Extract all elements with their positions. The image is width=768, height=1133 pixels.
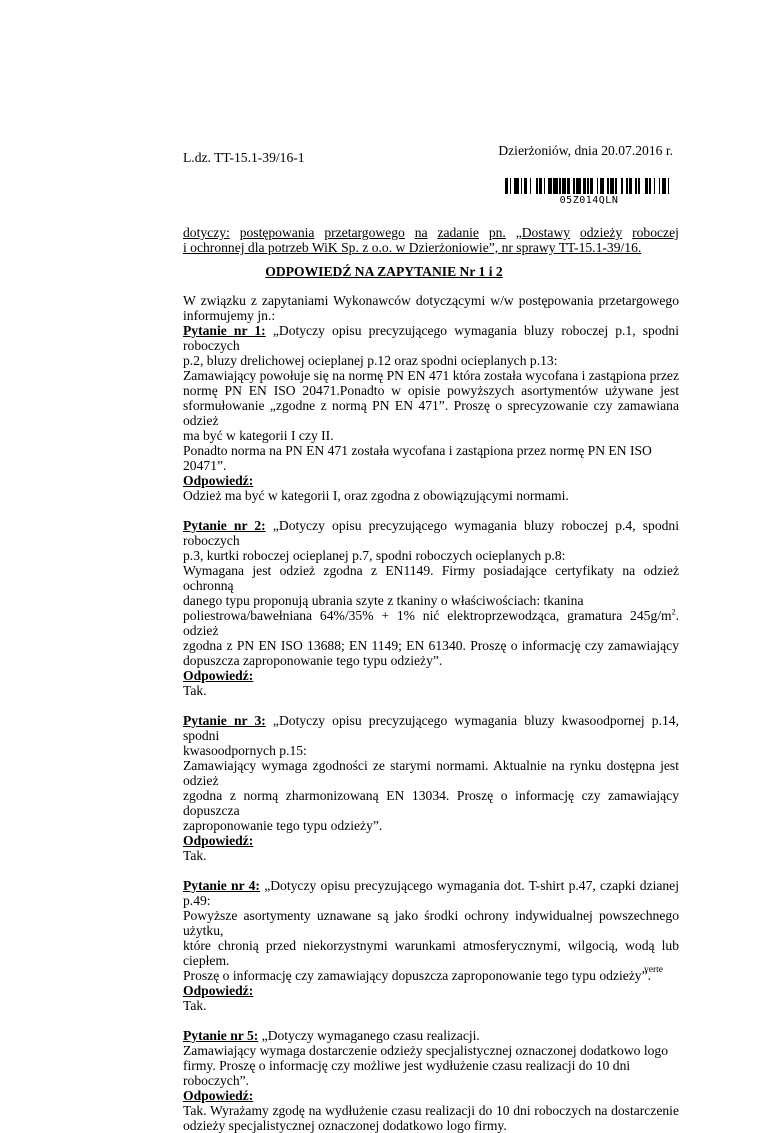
answer-label: Odpowiedź:: [183, 983, 254, 998]
question-first-line: [183, 713, 679, 743]
answer-label: Odpowiedź:: [183, 833, 254, 848]
intro-line-1: W związku z zapytaniami Wykonawców dotyczącymi w/w postępowania przetargowego: [183, 293, 679, 308]
question-line-tail: . odzież: [183, 608, 679, 638]
question-line-text: sformułowanie „zgodne z normą PN EN 471”. Proszę o sprecyzowanie czy zamawiana odzież: [183, 398, 679, 428]
question-label: Pytanie nr 2:: [183, 518, 266, 533]
question-line: [183, 443, 679, 473]
subject-word: pn.: [488, 225, 506, 240]
section-gap: [183, 863, 679, 878]
page-title: ODPOWIEDŹ NA ZAPYTANIE Nr 1 i 2: [265, 264, 503, 279]
question-line: [183, 563, 679, 593]
reference-number: L.dz. TT-15.1-39/16-1: [183, 150, 305, 165]
question-line-text: kwasoodpornych p.15:: [183, 743, 307, 758]
subject-word: na: [414, 225, 428, 240]
question-section: [183, 323, 679, 518]
question-line: [183, 968, 679, 983]
answer-text: Tak.: [183, 848, 207, 863]
question-label: Pytanie nr 4:: [183, 878, 260, 893]
question-line-text: p.2, bluzy drelichowej ocieplanej p.12 oraz spodni ocieplanych p.13:: [183, 353, 558, 368]
intro-line-2: informujemy jn.:: [183, 308, 276, 323]
answer-text: odzieży specjalistycznej oznaczonej dodatkowo logo firmy.: [183, 1118, 507, 1133]
superscript: 2: [671, 607, 676, 617]
answer-label: Odpowiedź:: [183, 668, 254, 683]
question-section: [183, 713, 679, 878]
question-text: „Dotyczy opisu precyzującego wymagania dot. T-shirt p.47, czapki dzianej p.49:: [183, 878, 679, 908]
questions: [183, 323, 679, 1133]
answer-text: Tak. Wyrażamy zgodę na wydłużenie czasu realizacji do 10 dni roboczych na dostarczenie: [183, 1103, 679, 1118]
barcode-code: 05Z014QLN: [559, 195, 619, 206]
question-line-text: Zamawiający wymaga dostarczenie odzieży specjalistycznej oznaczonej dodatkowo logo: [183, 1043, 669, 1058]
barcode-bars: [505, 178, 673, 194]
question-line: [183, 743, 679, 758]
subject-word: przetargowego: [324, 225, 405, 240]
question-line-text: p.3, kurtki roboczej ocieplanej p.7, spodni roboczych ocieplanych p.8:: [183, 548, 566, 563]
subject-line-1: [183, 225, 679, 240]
question-line: [183, 368, 679, 383]
question-section: [183, 878, 679, 1028]
question-line: [183, 353, 679, 368]
answer-label: Odpowiedź:: [183, 1088, 254, 1103]
question-line-text: dopuszcza zaproponowanie tego typu odzieży”.: [183, 653, 443, 668]
section-gap: [183, 503, 679, 518]
question-line-text: danego typu proponują ubrania szyte z tkaniny o właściwościach: tkanina: [183, 593, 584, 608]
question-line-text: które chronią przed niekorzystnymi warunkami atmosferycznymi, wilgocią, wodą lub ciepłem.: [183, 938, 679, 968]
question-line: [183, 938, 679, 968]
question-line-text: poliestrowa/bawełniana 64%/35% + 1% nić elektroprzewodząca, gramatura 245g/m: [183, 608, 672, 623]
question-line: [183, 428, 679, 443]
question-line-text: zgodna z PN EN ISO 13688; EN 1149; EN 61340. Proszę o informację czy zamawiający: [183, 638, 679, 653]
barcode-bar: [669, 178, 672, 194]
subject-word: roboczej: [632, 225, 679, 240]
subject-word: zadanie: [437, 225, 479, 240]
verte-note: verte: [644, 965, 663, 975]
question-first-line: [183, 1028, 679, 1043]
question-first-line: [183, 878, 679, 908]
question-text: „Dotyczy opisu precyzującego wymagania bluzy kwasoodpornej p.14, spodni: [183, 713, 679, 743]
question-line-text: Wymagana jest odzież zgodna z EN1149. Firmy posiadające certyfikaty na odzież ochronną: [183, 563, 679, 593]
question-line: [183, 593, 679, 608]
question-text: „Dotyczy opisu precyzującego wymagania bluzy roboczej p.4, spodni roboczych: [183, 518, 680, 548]
question-first-line: [183, 518, 679, 548]
question-line: [183, 908, 679, 938]
question-line-text: Zamawiający wymaga zgodności ze starymi normami. Aktualnie na rynku dostępna jest odzież: [183, 758, 679, 788]
subject-word: „Dostawy: [515, 225, 571, 240]
question-line: [183, 398, 679, 428]
question-line-text: ma być w kategorii I czy II.: [183, 428, 334, 443]
question-label: Pytanie nr 1:: [183, 323, 266, 338]
barcode: [505, 178, 673, 206]
question-line: [183, 758, 679, 788]
question-line: [183, 1058, 679, 1088]
question-line: [183, 383, 679, 398]
question-text: „Dotyczy opisu precyzującego wymagania bluzy roboczej p.1, spodni roboczych: [183, 323, 680, 353]
question-text: „Dotyczy wymaganego czasu realizacji.: [258, 1028, 480, 1043]
answer-text: Tak.: [183, 683, 207, 698]
answer-text: Odzież ma być w kategorii I, oraz zgodna z obowiązującymi normami.: [183, 488, 569, 503]
subject-line-2: i ochronnej dla potrzeb WiK Sp. z o.o. w Dzierżoniowie”, nr sprawy TT-15.1-39/16.: [183, 240, 642, 255]
question-line-text: Proszę o informację czy zamawiający dopuszcza zaproponowanie tego typu odzieży”.: [183, 968, 652, 983]
question-label: Pytanie nr 5:: [183, 1028, 259, 1043]
question-line-text: zgodna z normą zharmonizowaną EN 13034. Proszę o informację czy zamawiający dopuszcza: [183, 788, 679, 818]
answer-label: Odpowiedź:: [183, 473, 254, 488]
question-line: [183, 548, 679, 563]
section-gap: [183, 1013, 679, 1028]
question-label: Pytanie nr 3:: [183, 713, 266, 728]
subject-word: dotyczy:: [183, 225, 230, 240]
question-line-text: zaproponowanie tego typu odzieży”.: [183, 818, 383, 833]
question-line: [183, 638, 679, 653]
document-body: [183, 293, 679, 1133]
question-line-text: Ponadto norma na PN EN 471 została wycofana i zastąpiona przez normę PN EN ISO 20471”.: [183, 443, 652, 473]
question-section: [183, 518, 679, 713]
question-section: [183, 1028, 679, 1133]
question-line: [183, 788, 679, 818]
section-gap: [183, 698, 679, 713]
subject: [183, 225, 679, 255]
document-date: Dzierżoniów, dnia 20.07.2016 r.: [498, 143, 673, 158]
question-line: [183, 608, 679, 638]
subject-word: postępowania: [239, 225, 315, 240]
question-line-text: normę PN EN ISO 20471.Ponadto w opisie powyższych asortymentów używane jest: [183, 383, 679, 398]
question-line: [183, 1043, 679, 1058]
subject-word: odzieży: [579, 225, 623, 240]
question-line-text: firmy. Proszę o informację czy możliwe jest wydłużenie czasu realizacji do 10 dni roboczych”.: [183, 1058, 631, 1088]
question-line-text: Zamawiający powołuje się na normę PN EN 471 która została wycofana i zastąpiona przez: [183, 368, 679, 383]
question-first-line: [183, 323, 679, 353]
answer-text: Tak.: [183, 998, 207, 1013]
question-line-text: Powyższe asortymenty uznawane są jako środki ochrony indywidualnej powszechnego użytku,: [183, 908, 679, 938]
question-line: [183, 818, 679, 833]
question-line: [183, 653, 679, 668]
